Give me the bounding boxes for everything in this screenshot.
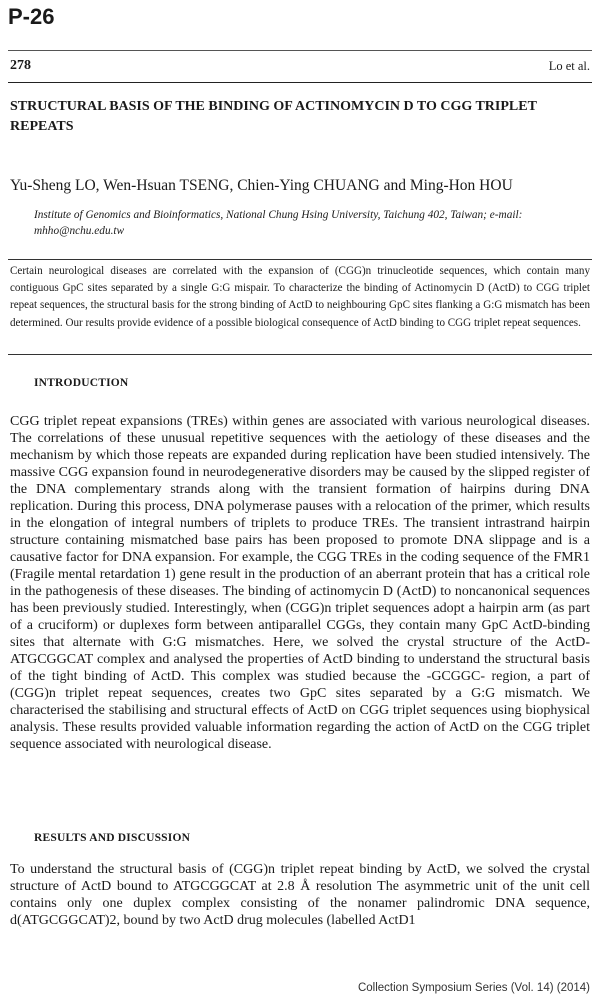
author-list: Yu-Sheng LO, Wen-Hsuan TSENG, Chien-Ying CHUANG and Ming-Hon HOU bbox=[10, 177, 513, 194]
poster-id: P-26 bbox=[8, 4, 55, 29]
affiliation: Institute of Genomics and Bioinformatics, National Chung Hsing University, Taichung 402, Taiwan; e-mail: mhho@nchu.edu.tw bbox=[34, 209, 523, 237]
page-number: 278 bbox=[10, 58, 31, 73]
introduction-text: CGG triplet repeat expansions (TREs) within genes are associated with various neurological diseases. The correlations of these unusual repetitive sequences with the aetiology of these diseases and the mechanism by which those repeats are expanded during replication have been studied intensively. The massive CGG expansion found in neurodegenerative disorders may be caused by the slipped register of the DNA complementary strands along with the transient formation of hairpins during DNA replication. During this process, DNA polymerase pauses with a relocation of the primer, which results in the elongation of integral numbers of triplets to produce TREs. The transient intrastrand hairpin structure containing mismatched base pairs has been proposed to promote DNA slippage and is a causative factor for DNA expansion. For example, the CGG TREs in the coding sequence of the FMR1 (Fragile mental retardation 1) gene result in the production of an aberrant protein that has a critical role in the pathogenesis of these diseases. The binding of actinomycin D (ActD) to noncanonical sequences has been previously studied. Interestingly, when (CGG)n triplet sequences adopt a hairpin arm (as part of a cruciform) or duplexes form between antiparallel CGGs, they contain many GpC ActD-binding sites that alternate with G:G mismatches. Here, we solved the crystal structure of the ActD-ATGCGGCAT complex and analysed the properties of ActD binding to understand the structural basis of the tight binding of ActD. This complex was studied because the -GCGGC- region, a part of (CGG)n triplet repeat sequences, creates two GpC sites separated by a G:G mismatch. We characterised the stabilising and structural effects of ActD on CGG triplet sequences using biophysical analysis. These results provided valuable information regarding the action of ActD on the CGG triplet sequence associated with neurological disease. bbox=[10, 414, 590, 752]
section-heading-results: RESULTS AND DISCUSSION bbox=[34, 832, 191, 844]
article-title: STRUCTURAL BASIS OF THE BINDING OF ACTINOMYCIN D TO CGG TRIPLET REPEATS bbox=[10, 99, 537, 134]
header-rule bbox=[8, 50, 592, 51]
section-heading-introduction: INTRODUCTION bbox=[34, 377, 129, 389]
header-rule-lower bbox=[8, 82, 592, 83]
series-footer: Collection Symposium Series (Vol. 14) (2014) bbox=[357, 982, 590, 994]
abstract-text: Certain neurological diseases are correlated with the expansion of (CGG)n trinucleotide sequences, which contain many contiguous GpC sites separated by a single G:G mispair. To characterize the binding of Actinomycin D (ActD) to CGG triplet repeat sequences, the structural basis for the strong binding of ActD to neighbouring GpC sites flanking a G:G mismatch has been determined. Our results provide evidence of a possible biological consequence of ActD binding to CGG triplet repeat sequences. bbox=[10, 265, 590, 329]
results-text: To understand the structural basis of (CGG)n triplet repeat binding by ActD, we solved the crystal structure of ActD bound to ATGCGGCAT at 2.8 Å resolution The asymmetric unit of the unit cell contains only one duplex complex consisting of the nonamer palindromic DNA sequence, d(ATGCGGCAT)2, bound by two ActD drug molecules (labelled ActD1 bbox=[10, 862, 590, 928]
running-head: Lo et al. bbox=[548, 59, 590, 73]
abstract-box bbox=[8, 259, 592, 355]
